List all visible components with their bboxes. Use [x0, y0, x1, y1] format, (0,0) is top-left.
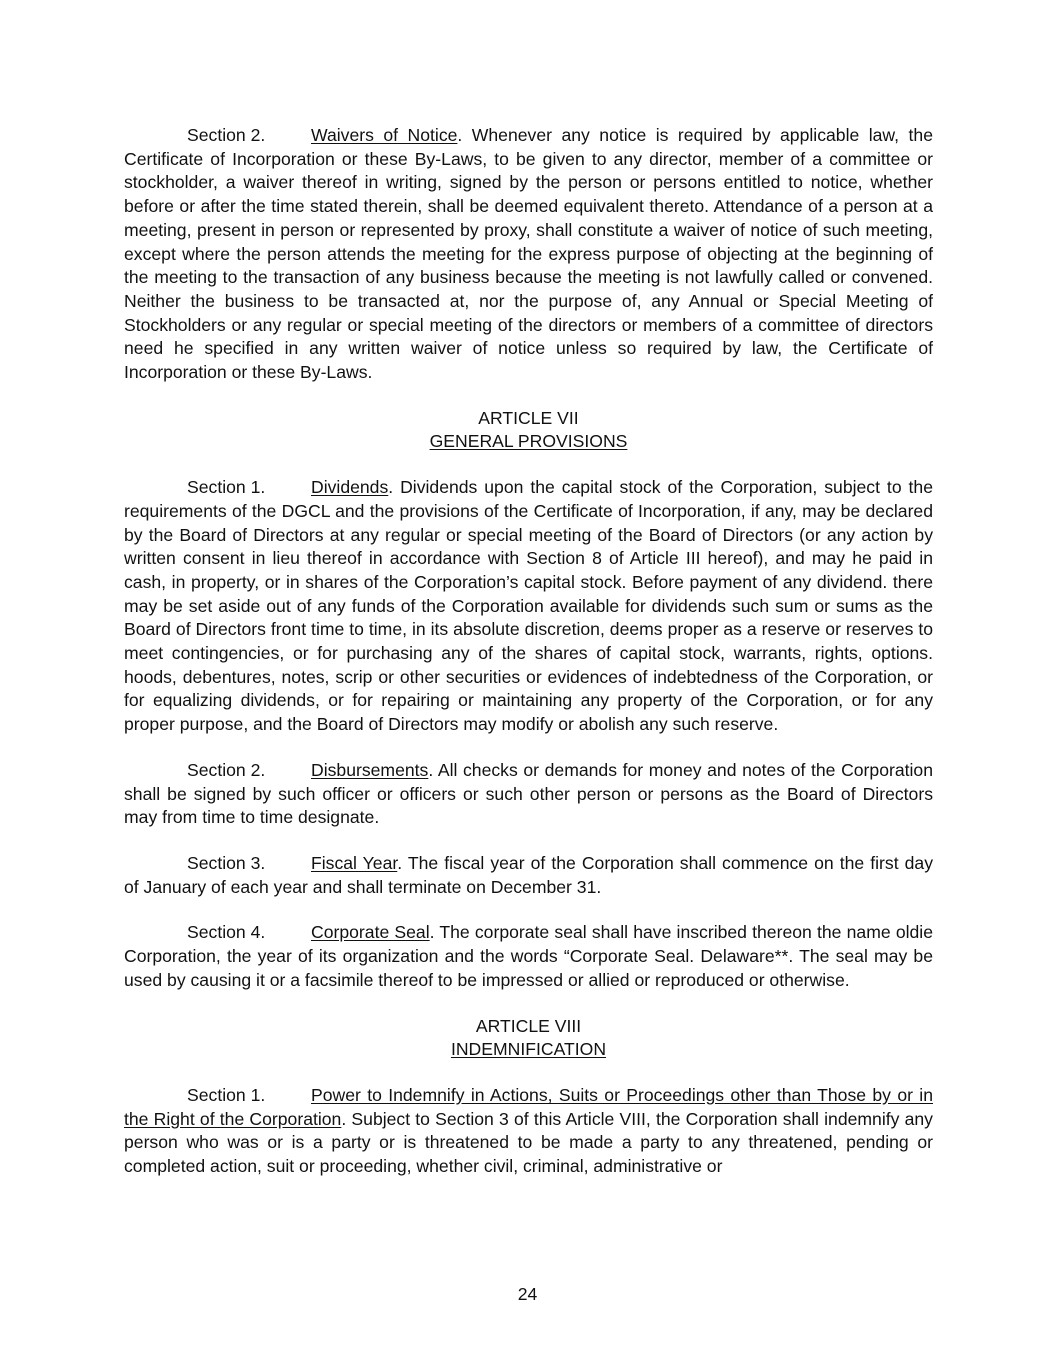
- article6-section2-paragraph: [124, 124, 933, 385]
- article7-section1-paragraph: [124, 476, 933, 737]
- section-number: Section 1.: [187, 1084, 266, 1105]
- section-body: . Subject to Section 3 of this Article VIII, the Corporation shall indemnify any person who was or is a party or is threatened to be made a party to any threatened, pending or completed action, suit or proceeding, whether civil, criminal, administrative or: [124, 1108, 933, 1177]
- section-number: Section 2.: [187, 759, 266, 780]
- section-body: . All checks or demands for money and notes of the Corporation shall be signed by such officer or officers or such other person or persons as the Board of Directors may from time to time designate.: [124, 759, 933, 828]
- article8-section1-paragraph: [124, 1084, 933, 1179]
- section-number: Section 2.: [187, 125, 266, 145]
- section-number: Section 4.: [187, 922, 266, 943]
- article7-section3-paragraph: [124, 852, 933, 899]
- section-body: . Dividends upon the capital stock of the Corporation, subject to the requirements of the DGCL and the provisions of the Certificate of Incorporation, if any, may be declared by the Board of Directors at any regular or special meeting of the Board of Directors (or any action by written consent in lieu thereof in accordance with Section 8 of Article III hereof), and may he paid in cash, in property, or in shares of the Corporation’s capital stock. Before payment of any dividend. there may be set aside out of any funds of the Corporation available for dividends such sum or sums as the Board of Directors front time to time, in its absolute discretion, deems proper as a reserve or reserves to meet contingencies, or for purchasing any of the shares of capital stock, warrants, rights, options. hoods, debentures, notes, scrip or other securities or evidences of indebtedness of the Corporation, or for equalizing dividends, or for repairing or maintaining any property of the Corporation, or for any proper purpose, and the Board of Directors may modify or abolish any such reserve.: [124, 477, 933, 735]
- section-heading: Corporate Seal: [311, 922, 430, 943]
- article-title: ARTICLE VII: [478, 407, 579, 428]
- section-body: . The fiscal year of the Corporation shall commence on the first day of January of each year and shall terminate on December 31.: [124, 852, 933, 897]
- section-number: Section 3.: [187, 852, 266, 873]
- section-heading: Disbursements: [311, 759, 429, 780]
- section-body: . The corporate seal shall have inscribed thereon the name oldie Corporation, the year of its organization and the words “Corporate Seal. Delaware**. The seal may be used by causing it or a facsimile thereof to be impressed or allied or reproduced or otherwise.: [124, 922, 933, 990]
- section-heading: Fiscal Year: [311, 852, 398, 873]
- section-number: Section 1.: [187, 477, 266, 498]
- article7-section2-paragraph: [124, 759, 933, 830]
- section-heading: Power to Indemnify in Actions, Suits or Proceedings other than Those by or in the Right of the Corporation: [124, 1084, 933, 1129]
- page-number: 24: [517, 1284, 538, 1304]
- section-body: . Whenever any notice is required by applicable law, the Certificate of Incorporation or these By-Laws, to be given to any director, member of a committee or stockholder, a waiver thereof in writing, signed by the person or persons entitled to notice, whether before or after the time stated therein, shall be deemed equivalent thereto. Attendance of a person at a meeting, present in person or represented by proxy, shall constitute a waiver of notice of such meeting, except where the person attends the meeting for the express purpose of objecting at the beginning of the meeting to the transaction of any business because the meeting is not lawfully called or convened. Neither the business to be transacted at, nor the purpose of, any Annual or Special Meeting of Stockholders or any regular or special meeting of the directors or members of a committee of directors need he specified in any written waiver of notice unless so required by law, the Certificate of Incorporation or these By-Laws.: [124, 125, 934, 383]
- article7-section4-paragraph: [124, 921, 933, 992]
- section-heading: Dividends: [311, 477, 389, 498]
- article-title: ARTICLE VIII: [475, 1015, 582, 1036]
- section-heading: Waivers of Notice: [311, 125, 458, 145]
- article-subtitle: GENERAL PROVISIONS: [429, 431, 628, 452]
- article-subtitle: INDEMNIFICATION: [450, 1039, 607, 1060]
- page-content: [124, 124, 933, 1179]
